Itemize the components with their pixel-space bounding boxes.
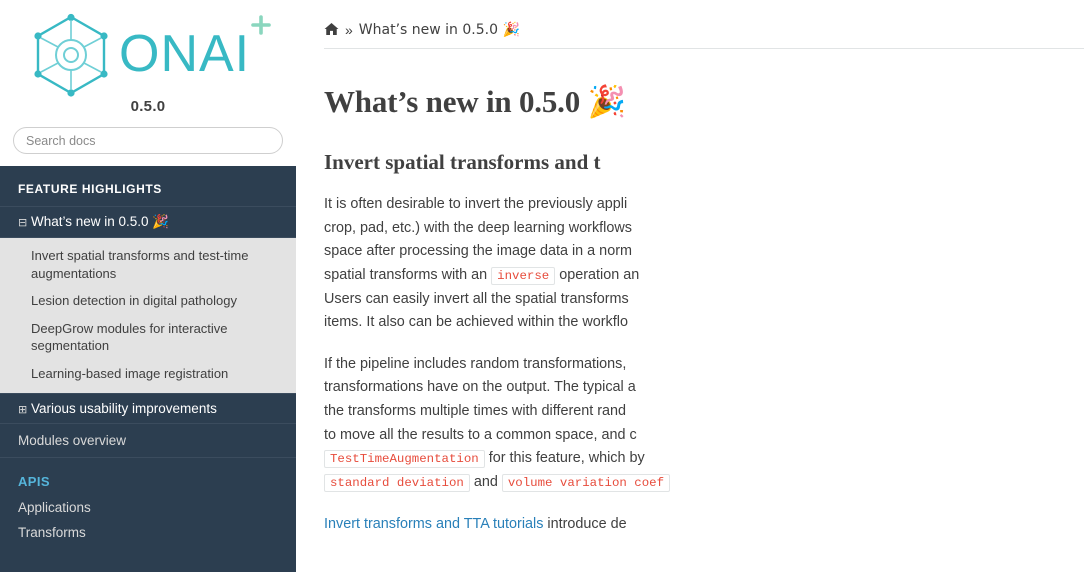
sidebar-item-applications[interactable]: Applications (18, 500, 91, 516)
para3-rest: introduce de (543, 515, 627, 532)
breadcrumb (324, 22, 1084, 49)
sidebar-caption-feature-highlights: FEATURE HIGHLIGHTS (0, 166, 296, 206)
monai-logo[interactable] (0, 0, 296, 96)
search-input[interactable] (13, 127, 283, 154)
sidebar-item-label: Various usability improvements (31, 401, 217, 417)
sidebar (0, 0, 296, 572)
breadcrumb-current: What’s new in 0.5.0 🎉 (358, 22, 520, 38)
expand-icon[interactable]: ⊞ (18, 403, 28, 417)
para1-line5: Users can easily invert all the spatial transforms (324, 290, 629, 307)
para1-line6: items. It also can be achieved within the workflo (324, 314, 628, 331)
para2-and: and (469, 473, 502, 490)
sidebar-item-modules-overview[interactable]: Modules overview (0, 424, 296, 458)
sidebar-item-usability-improvements[interactable] (0, 393, 296, 424)
monai-logo-svg (23, 9, 273, 93)
svg-text:ONAI: ONAI (119, 25, 251, 83)
link-invert-transforms-tta-tutorials[interactable]: Invert transforms and TTA tutorials (324, 515, 544, 532)
para1-line2: crop, pad, etc.) with the deep learning workflows (324, 219, 632, 236)
paragraph-tutorials (324, 513, 1084, 537)
para2-line2: transformations have on the output. The typical a (324, 379, 636, 396)
page-title: What’s new in 0.5.0 🎉 (324, 84, 626, 119)
home-icon[interactable] (324, 22, 339, 38)
version-label: 0.5.0 (130, 98, 166, 115)
code-inverse: inverse (491, 267, 555, 285)
sidebar-item-invert-spatial-transforms[interactable]: Invert spatial transforms and test-time augmentations (31, 248, 249, 281)
paragraph-invert-intro (324, 193, 1084, 335)
sidebar-sublist (0, 238, 296, 393)
sidebar-item-transforms[interactable]: Transforms (18, 525, 86, 541)
para1-line3: space after processing the image data in a norm (324, 243, 632, 260)
sidebar-item-lesion-detection[interactable]: Lesion detection in digital pathology (31, 293, 237, 309)
para2-line4: to move all the results to a common space, and c (324, 426, 637, 443)
search-form (0, 127, 296, 154)
paragraph-tta (324, 353, 1084, 495)
sidebar-item-image-registration[interactable]: Learning-based image registration (31, 365, 229, 381)
sidebar-caption-apis: APIS (18, 474, 50, 490)
sidebar-item-deepgrow-modules[interactable]: DeepGrow modules for interactive segmentation (31, 320, 228, 354)
section-heading-invert-spatial-transforms: Invert spatial transforms and t (324, 150, 601, 174)
sidebar-item-label: What’s new in 0.5.0 🎉 (31, 214, 170, 229)
para2-line1: If the pipeline includes random transformations, (324, 355, 627, 372)
breadcrumb-separator: » (345, 22, 353, 38)
para1-line4b: operation an (555, 266, 640, 283)
main-content (296, 0, 1084, 572)
para1-line4: spatial transforms with an (324, 266, 492, 283)
code-standard-deviation: standard deviation (324, 474, 470, 492)
sidebar-header (0, 0, 296, 166)
code-testtimeaugmentation: TestTimeAugmentation (324, 450, 485, 468)
para2-line3: the transforms multiple times with different rand (324, 403, 627, 419)
home-icon-svg (324, 22, 339, 36)
code-volume-variation-coef: volume variation coef (502, 474, 670, 492)
sidebar-item-whats-new[interactable] (0, 206, 296, 238)
para2-line5: for this feature, which by (484, 450, 645, 467)
collapse-icon[interactable]: ⊟ (18, 216, 28, 229)
para1-line1: It is often desirable to invert the previously appli (324, 196, 628, 212)
